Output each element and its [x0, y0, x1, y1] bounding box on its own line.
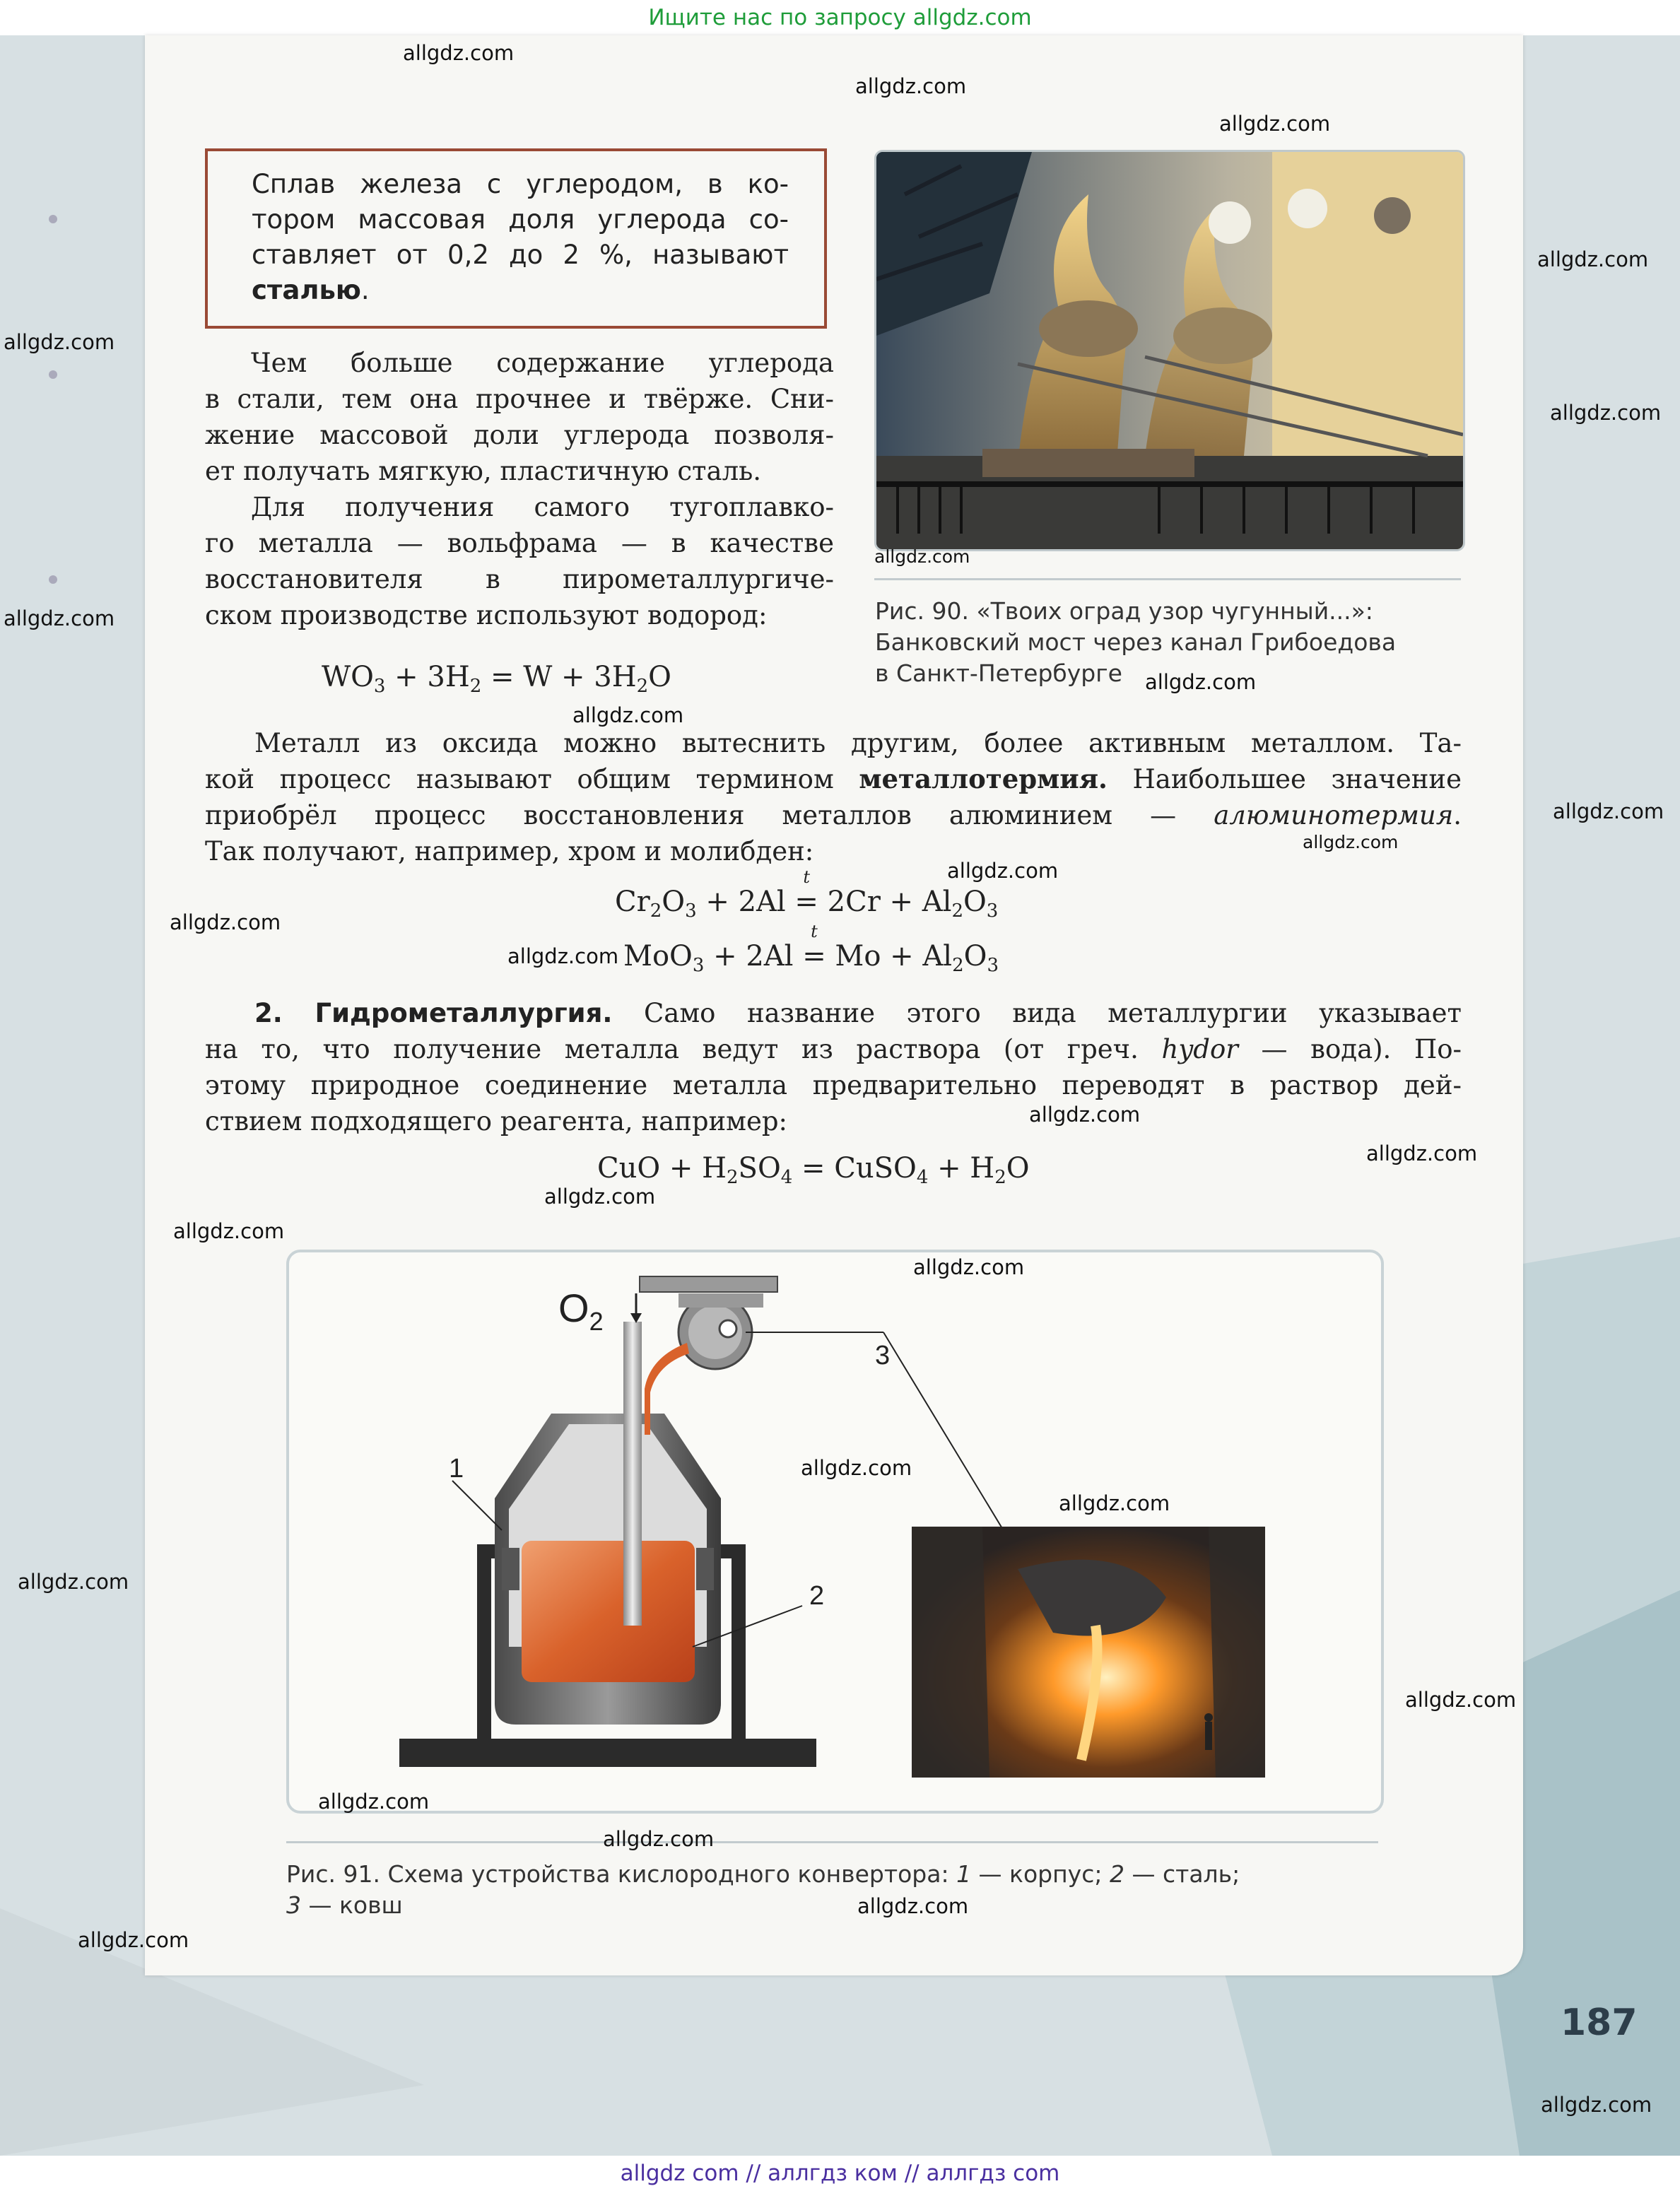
watermark[interactable]: allgdz.com	[1553, 799, 1664, 823]
definition-term: сталью	[252, 275, 361, 305]
term-metallothermy: металлотермия.	[859, 763, 1108, 794]
leader-1	[452, 1481, 502, 1530]
label-1: 1	[449, 1454, 464, 1484]
watermark[interactable]: allgdz.com	[603, 1827, 715, 1851]
definition-end: .	[360, 275, 370, 305]
bottom-banner[interactable]: allgdz com // аллгдз ком // аллгдз com	[0, 2156, 1680, 2191]
text-line: ствием подходящего реагента, например:	[205, 1106, 788, 1136]
term-aluminothermy: алюминотермия	[1214, 800, 1454, 830]
watermark[interactable]: allgdz.com	[1059, 1491, 1170, 1515]
watermark[interactable]: allgdz.com	[4, 606, 115, 630]
bridge-photo	[874, 150, 1465, 551]
watermark[interactable]: allgdz.com	[857, 1894, 969, 1918]
text-line: приобрёл процесс восстановления металлов алюминием — алюминотермия.	[205, 800, 1462, 830]
text-line: Так получают, например, хром и молибден:	[205, 836, 814, 867]
watermark[interactable]: allgdz.com	[1303, 832, 1399, 852]
figure-91-caption: Рис. 91. Схема устройства кислородного конвертора: 1 — корпус; 2 — сталь; 3 — ковш	[286, 1860, 1240, 1919]
text-line: восстановителя в пирометаллургиче-	[205, 564, 834, 594]
watermark[interactable]: allgdz.com	[170, 910, 281, 934]
watermark[interactable]: allgdz.com	[544, 1185, 656, 1209]
text-line: Чем больше содержание углерода	[251, 348, 834, 378]
base-plate	[399, 1739, 816, 1767]
watermark[interactable]: allgdz.com	[1029, 1103, 1141, 1127]
caption-rule-91	[286, 1841, 1378, 1843]
equation-copper: CuO + $H_2SO_4$ = CuSO$_4$ + $H_2O$	[597, 1152, 1030, 1188]
watermark[interactable]: allgdz.com	[1405, 1688, 1517, 1712]
definition-box	[205, 148, 827, 329]
text-line: Металл из оксида можно вытеснить другим, более активным металлом. Та-	[254, 728, 1462, 758]
watermark[interactable]: allgdz.com	[18, 1570, 129, 1594]
watermark[interactable]: allgdz.com	[913, 1255, 1025, 1279]
definition-line: ставляет от 0,2 до 2 %, называют	[252, 240, 789, 270]
watermark[interactable]: allgdz.com	[78, 1928, 189, 1952]
equation-molybdenum: MoO$_3$ + 2Al t = $Mo + Al_2O_3$	[623, 922, 999, 976]
o2-label: $O_2$	[558, 1286, 604, 1336]
equation-chromium: $Cr_2O_3 + 2Al$ t = $2Cr + Al_2O_3$	[615, 867, 999, 922]
caption-line: Рис. 90. «Твоих оград узор чугунный...»:	[875, 597, 1373, 625]
watermark[interactable]: allgdz.com	[4, 330, 115, 354]
watermark[interactable]: allgdz.com	[1537, 247, 1649, 271]
text-line: ском производстве используют водород:	[205, 600, 768, 630]
oxygen-lance	[623, 1322, 642, 1626]
text-line: кой процесс называют общим термином металлотермия. Наибольшее значение	[205, 763, 1462, 794]
paragraph-metallothermy	[205, 725, 1462, 869]
caption-line: Банковский мост через канал Грибоедова	[875, 628, 1397, 656]
watermark[interactable]: allgdz.com	[1366, 1141, 1478, 1165]
text-line: этому природное соединение металла предварительно переводят в раствор дей-	[205, 1070, 1462, 1100]
watermark[interactable]: allgdz.com	[1550, 401, 1662, 425]
right-support	[732, 1544, 746, 1742]
paragraph-hydrometallurgy	[205, 995, 1462, 1139]
watermark[interactable]: allgdz.com	[1145, 670, 1257, 694]
top-banner[interactable]: Ищите нас по запросу allgdz.com	[0, 0, 1680, 35]
caption-line: в Санкт-Петербурге	[875, 659, 1122, 687]
molten-steel	[522, 1541, 695, 1682]
equation-tungsten: $WO_3 + 3H_2 = W + 3H_2O$	[322, 661, 671, 697]
watermark[interactable]: allgdz.com	[801, 1456, 912, 1480]
caption-rule-90	[874, 578, 1461, 580]
watermark[interactable]: allgdz.com	[947, 859, 1059, 883]
definition-line: тором массовая доля углерода со-	[252, 204, 789, 235]
binding-marks	[39, 198, 67, 622]
text-line: 2. Гидрометаллургия. Само название этого вида металлургии указывает	[254, 998, 1462, 1028]
watermark[interactable]: allgdz.com	[318, 1790, 430, 1814]
text-line: Для получения самого тугоплавко-	[251, 492, 834, 522]
watermark[interactable]: allgdz.com	[572, 703, 684, 727]
watermark[interactable]: allgdz.com	[874, 546, 970, 567]
watermark[interactable]: allgdz.com	[1219, 112, 1331, 136]
label-3: 3	[875, 1341, 891, 1370]
paragraph-steel	[205, 345, 834, 633]
text-line: в стали, тем она прочнее и твёрже. Сни-	[205, 384, 834, 414]
watermark[interactable]: allgdz.com	[403, 41, 515, 65]
section-heading: 2. Гидрометаллургия.	[254, 998, 613, 1028]
text-line: жение массовой доли углерода позволя-	[205, 420, 834, 450]
label-2: 2	[809, 1581, 825, 1611]
watermark[interactable]: allgdz.com	[855, 74, 967, 98]
text-line: ет получать мягкую, пластичную сталь.	[205, 456, 761, 486]
definition-line: Сплав железа с углеродом, в ко-	[252, 169, 789, 199]
left-support	[477, 1544, 491, 1742]
watermark[interactable]: allgdz.com	[173, 1219, 285, 1243]
watermark[interactable]: allgdz.com	[507, 944, 619, 968]
text-line: го металла — вольфрама — в качестве	[205, 528, 834, 558]
text-line: на то, что получение металла ведут из раствора (от греч. hydor — вода). По-	[205, 1034, 1462, 1064]
watermark[interactable]: allgdz.com	[1541, 2093, 1652, 2117]
steel-pouring-photo	[912, 1527, 1265, 1778]
page-number: 187	[1561, 2002, 1638, 2044]
